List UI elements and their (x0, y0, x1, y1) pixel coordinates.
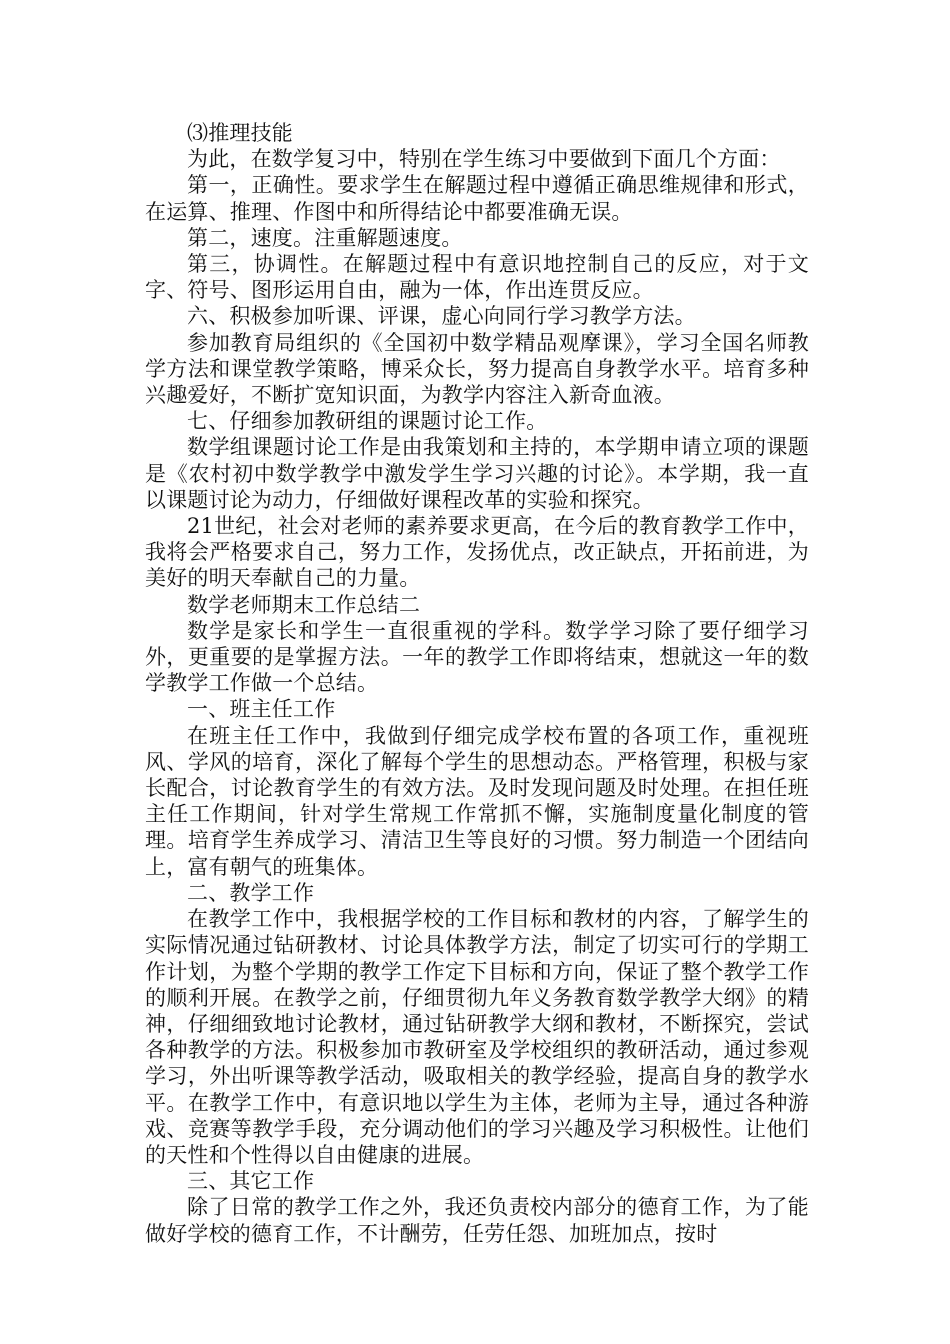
summary-two-title: 数学老师期末工作总结二 (187, 592, 421, 617)
section-heading-class-teacher: 一、班主任工作 (187, 697, 336, 722)
paragraph-review-intro: 为此，在数学复习中，特别在学生练习中要做到下面几个方面： (187, 147, 781, 172)
paragraph-coordination: 第三，协调性。在解题过程中有意识地控制自己的反应，对于文字、符号、图形运用自由，融为一体，作出连贯反应。 (145, 252, 809, 303)
paragraph-correctness: 第一，正确性。要求学生在解题过程中遵循正确思维规律和形式，在运算、推理、作图中和所得结论中都要准确无误。 (145, 173, 809, 224)
paragraph-speed: 第二，速度。注重解题速度。 (187, 225, 463, 250)
document-body (145, 120, 809, 1247)
paragraph-reasoning-skill: ⑶推理技能 (187, 121, 293, 145)
paragraph-class-teacher-work: 在班主任工作中，我做到仔细完成学校布置的各项工作，重视班风、学风的培育，深化了解每个学生的思想动态。严格管理，积极与家长配合，讨论教育学生的有效方法。及时发现问题及时处理。在担任班主任工作期间，针对学生常规工作常抓不懈，实施制度量化制度的管理。培育学生养成学习、清洁卫生等良好的习惯。努力制造一个团结向上，富有朝气的班集体。 (145, 723, 809, 879)
paragraph-observation-class: 参加教育局组织的《全国初中数学精品观摩课》，学习全国名师教学方法和课堂教学策略，博采众长，努力提高自身教学水平。培育多种兴趣爱好，不断扩宽知识面，为教学内容注入新奇血液。 (145, 330, 809, 408)
paragraph-teaching-work: 在教学工作中，我根据学校的工作目标和教材的内容，了解学生的实际情况通过钻研教材、讨论具体教学方法，制定了切实可行的学期工作计划，为整个学期的教学工作定下目标和方向，保证了整个教学工作的顺利开展。在教学之前，仔细贯彻九年义务教育数学教学大纲》的精神，仔细细致地讨论教材，通过钻研教学大纲和教材，不断探究，尝试各种教学的方法。积极参加市教研室及学校组织的教研活动，通过参观学习，外出听课等教学活动，吸取相关的教学经验，提高自身的教学水平。在教学工作中，有意识地以学生为主体，老师为主导，通过各种游戏、竞赛等教学手段，充分调动他们的学习兴趣及学习积极性。让他们的天性和个性得以自由健康的进展。 (145, 907, 809, 1167)
section-heading-seven: 七、仔细参加教研组的课题讨论工作。 (187, 409, 548, 434)
paragraph-other-work: 除了日常的教学工作之外，我还负责校内部分的德育工作，为了能做好学校的德育工作，不计酬劳，任劳任怨、加班加点，按时 (145, 1195, 809, 1246)
paragraph-research-topic: 数学组课题讨论工作是由我策划和主持的，本学期申请立项的课题是《农村初中数学教学中激发学生学习兴趣的讨论》。本学期，我一直以课题讨论为动力，仔细做好课程改革的实验和探究。 (145, 435, 809, 512)
section-heading-six: 六、积极参加听课、评课，虚心向同行学习教学方法。 (187, 304, 696, 329)
section-heading-other: 三、其它工作 (187, 1169, 315, 1194)
paragraph-21st-century: 21世纪，社会对老师的素养要求更高，在今后的教育教学工作中，我将会严格要求自己，努力工作，发扬优点，改正缺点，开拓前进，为美好的明天奉献自己的力量。 (145, 514, 809, 591)
paragraph-summary-intro: 数学是家长和学生一直很重视的学科。数学学习除了要仔细学习外，更重要的是掌握方法。一年的教学工作即将结束，想就这一年的数学教学工作做一个总结。 (145, 618, 809, 696)
section-heading-teaching: 二、教学工作 (187, 880, 315, 905)
